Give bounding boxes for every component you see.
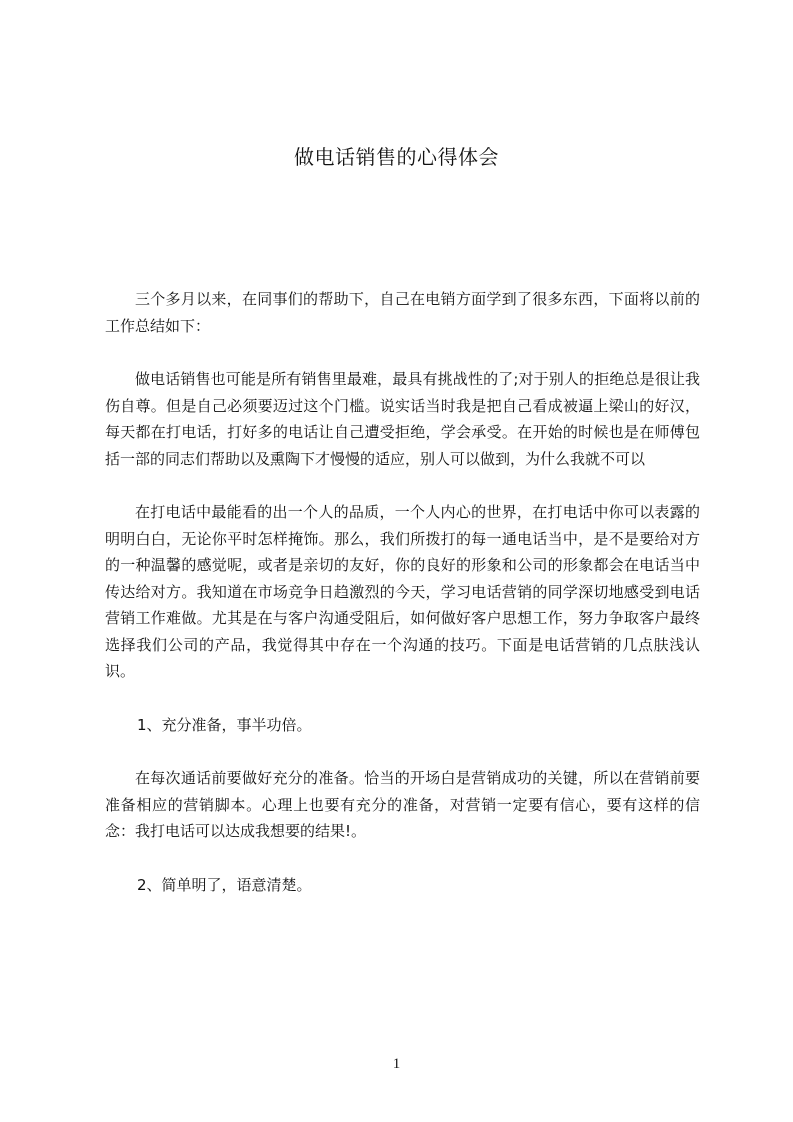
paragraph-gap [105,738,700,765]
paragraph-gap [105,685,700,712]
paragraph-challenge: 做电话销售也可能是所有销售里最难，最具有挑战性的了;对于别人的拒绝总是很让我伤自尊。但是自己必须要迈过这个门槛。说实话当时我是把自己看成被逼上梁山的好汉，每天都在打电话，打好多的电话让自己遭受拒绝，学会承受。在开始的时候也是在师傅包括一部的同志们帮助以及熏陶下才慢慢的适应，别人可以做到，为什么我就不可以 [105,370,700,468]
paragraph-gap [105,845,700,872]
document-title: 做电话销售的心得体会 [294,145,499,169]
page-number: 1 [392,1056,401,1072]
list-item-preparation: 1、充分准备，事半功倍。 [137,715,312,734]
list-item-clarity: 2、简单明了，语意清楚。 [137,875,312,894]
paragraph-intro: 三个多月以来，在同事们的帮助下，自己在电销方面学到了很多东西，下面将以前的工作总结如下： [105,290,700,335]
paragraph-gap [105,472,700,499]
paragraph-preparation: 在每次通话前要做好充分的准备。恰当的开场白是营销成功的关键，所以在营销前要准备相应的营销脚本。心理上也要有充分的准备，对营销一定要有信心，要有这样的信念：我打电话可以达成我想要的结果!。 [105,769,700,840]
paragraph-character: 在打电话中最能看的出一个人的品质，一个人内心的世界，在打电话中你可以表露的明明白白，无论你平时怎样掩饰。那么，我们所拨打的每一通电话当中，是不是要给对方的一种温馨的感觉呢，或者是亲切的友好，你的良好的形象和公司的形象都会在电话当中传达给对方。我知道在市场竞争日趋激烈的今天，学习电话营销的同学深切地感受到电话营销工作难做。尤其是在与客户沟通受阻后，如何做好客户思想工作，努力争取客户最终选择我们公司的产品，我觉得其中存在一个沟通的技巧。下面是电话营销的几点肤浅认识。 [105,503,700,680]
paragraph-gap [105,339,700,366]
document-body [105,286,700,898]
